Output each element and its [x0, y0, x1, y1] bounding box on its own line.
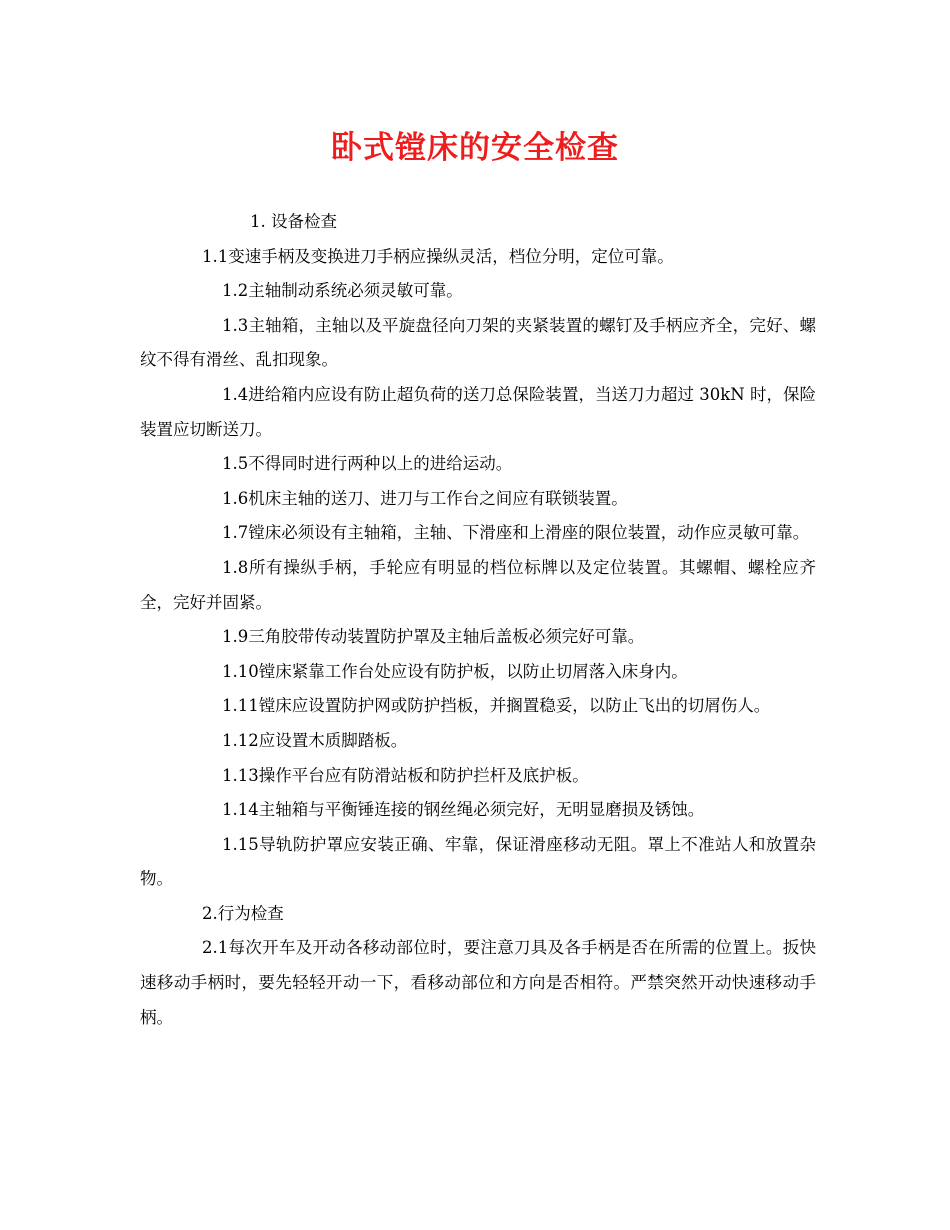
paragraph-1-4: 1.4进给箱内应设有防止超负荷的送刀总保险装置，当送刀力超过 30kN 时，保险装置应切断送刀。	[140, 384, 816, 439]
paragraph-2-1: 2.1每次开车及开动各移动部位时，要注意刀具及各手柄是否在所需的位置上。扳快速移动手柄时，要先轻轻开动一下，看移动部位和方向是否相符。严禁突然开动快速移动手柄。	[140, 938, 816, 1027]
paragraph-1-6: 1.6机床主轴的送刀、进刀与工作台之间应有联锁装置。	[222, 488, 628, 508]
paragraph-1-15: 1.15导轨防护罩应安装正确、牢靠，保证滑座移动无阻。罩上不准站人和放置杂物。	[140, 834, 816, 889]
paragraph-1-13: 1.13操作平台应有防滑站板和防护拦杆及底护板。	[222, 765, 589, 785]
paragraph-1-5: 1.5不得同时进行两种以上的进给运动。	[222, 454, 513, 474]
paragraph-1-2: 1.2主轴制动系统必须灵敏可靠。	[222, 281, 463, 301]
document-body	[140, 205, 816, 1035]
paragraph-1-11: 1.11镗床应设置防护网或防护挡板，并搁置稳妥，以防止飞出的切屑伤人。	[222, 696, 771, 716]
paragraph-1-7: 1.7镗床必须设有主轴箱，主轴、下滑座和上滑座的限位装置，动作应灵敏可靠。	[222, 523, 810, 543]
paragraph-1-1: 1.1变速手柄及变换进刀手柄应操纵灵活，档位分明，定位可靠。	[202, 246, 674, 266]
paragraph-1-8: 1.8所有操纵手柄，手轮应有明显的档位标牌以及定位装置。其螺帽、螺栓应齐全，完好并固紧。	[140, 557, 816, 612]
document-title: 卧式镗床的安全检查	[331, 130, 619, 166]
section-heading-equipment: 1. 设备检查	[250, 212, 337, 231]
paragraph-1-3: 1.3主轴箱，主轴以及平旋盘径向刀架的夹紧装置的螺钉及手柄应齐全，完好、螺纹不得有滑丝、乱扣现象。	[140, 315, 816, 370]
paragraph-1-10: 1.10镗床紧靠工作台处应设有防护板，以防止切屑落入床身内。	[222, 661, 688, 681]
paragraph-1-14: 1.14主轴箱与平衡锤连接的钢丝绳必须完好，无明显磨损及锈蚀。	[222, 800, 705, 820]
paragraph-1-9: 1.9三角胶带传动装置防护罩及主轴后盖板必须完好可靠。	[222, 627, 645, 647]
section-heading-behavior: 2.行为检查	[202, 903, 284, 923]
paragraph-1-12: 1.12应设置木质脚踏板。	[222, 730, 408, 750]
